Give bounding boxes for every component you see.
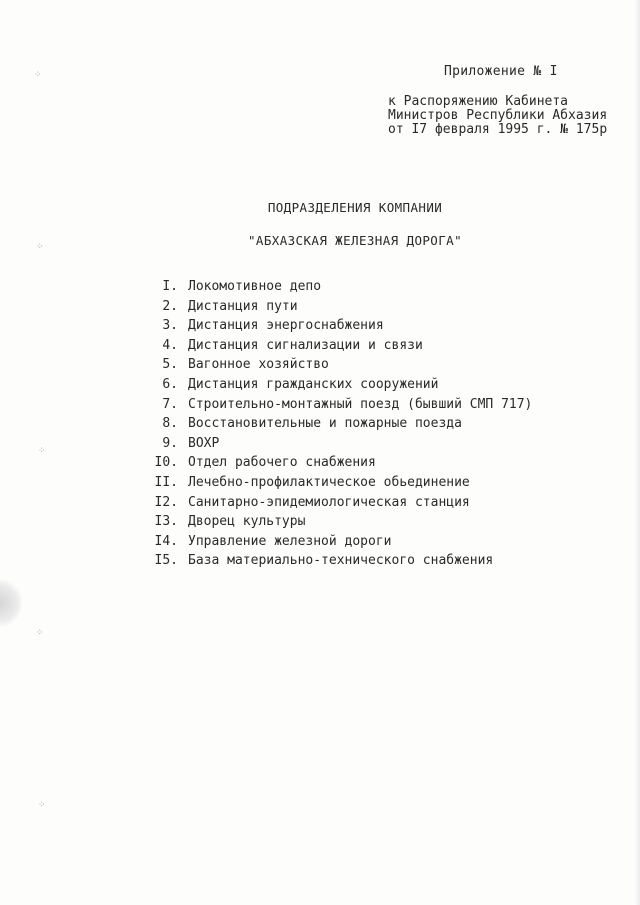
list-item-text: Дворец культуры bbox=[188, 514, 306, 530]
binding-mark: ⁘ bbox=[34, 70, 42, 80]
list-item-number: I5. bbox=[154, 553, 178, 569]
binding-mark: ⁘ bbox=[38, 800, 46, 810]
list-item-text: Лечебно-профилактическое обьединение bbox=[188, 474, 470, 490]
list-item-number: 7. bbox=[162, 396, 178, 412]
binding-mark: ⁘ bbox=[38, 446, 46, 456]
list-item-number: I2. bbox=[154, 494, 178, 510]
list-item bbox=[130, 414, 462, 434]
list-item bbox=[130, 375, 439, 395]
list-item bbox=[130, 512, 306, 532]
list-item-number: 9. bbox=[162, 435, 178, 451]
list-item-number: I. bbox=[162, 279, 178, 294]
list-item bbox=[130, 434, 220, 454]
list-item bbox=[130, 395, 533, 415]
company-name: "АБХАЗСКАЯ ЖЕЛЕЗНАЯ ДОРОГА" bbox=[248, 233, 462, 248]
list-item bbox=[130, 493, 470, 513]
list-item-text: Восстановительные и пожарные поезда bbox=[188, 416, 462, 432]
list-item bbox=[130, 316, 384, 336]
list-item-number: 2. bbox=[162, 298, 178, 314]
list-item-text: Управление железной дороги bbox=[188, 533, 392, 549]
list-item-text: Дистанция пути bbox=[188, 298, 298, 314]
list-item-text: ВОХР bbox=[188, 435, 220, 451]
list-item-number: I0. bbox=[154, 455, 178, 471]
list-item bbox=[130, 297, 298, 317]
document-heading: ПОДРАЗДЕЛЕНИЯ КОМПАНИИ bbox=[267, 200, 443, 215]
appendix-line: Министров Республики Абхазия bbox=[388, 108, 608, 123]
list-item bbox=[130, 532, 392, 552]
appendix-title: Приложение № I bbox=[444, 64, 558, 79]
list-item-text: Вагонное хозяйство bbox=[188, 357, 329, 373]
appendix-line: от I7 февраля 1995 г. № 175р bbox=[388, 122, 608, 137]
list-item-text: Дистанция сигнализации и связи bbox=[188, 337, 423, 353]
list-item-text: Санитарно-эпидемиологическая станция bbox=[188, 494, 470, 510]
appendix-line: к Распоряжению Кабинета bbox=[388, 94, 569, 109]
list-item-text: Дистанция энергоснабжения bbox=[188, 318, 384, 334]
binding-mark: ⁘ bbox=[36, 242, 44, 252]
list-item-text: Дистанция гражданских сооружений bbox=[188, 376, 439, 392]
list-item bbox=[130, 551, 494, 571]
list-item bbox=[130, 453, 376, 473]
scan-edge-shadow bbox=[634, 0, 640, 905]
list-item bbox=[130, 355, 329, 375]
appendix-reference bbox=[388, 95, 607, 137]
list-item-number: 8. bbox=[162, 416, 178, 432]
scan-smudge bbox=[0, 580, 22, 626]
list-item-number: I4. bbox=[154, 533, 178, 549]
list-item bbox=[130, 336, 423, 356]
list-item-text: Локомотивное депо bbox=[188, 279, 322, 294]
list-item bbox=[130, 473, 470, 493]
list-item-text: Отдел рабочего снабжения bbox=[188, 455, 376, 471]
list-item-number: I3. bbox=[154, 514, 178, 530]
list-item-number: II. bbox=[154, 474, 178, 490]
list-item-number: 4. bbox=[162, 337, 178, 353]
binding-mark: ⁘ bbox=[36, 628, 44, 638]
list-item-number: 6. bbox=[162, 376, 178, 392]
list-item-number: 5. bbox=[162, 357, 178, 373]
subdivision-list bbox=[130, 277, 533, 571]
list-item-number: 3. bbox=[162, 318, 178, 334]
list-item-text: База материально-технического снабжения bbox=[188, 553, 494, 569]
list-item bbox=[130, 277, 322, 297]
list-item-text: Строительно-монтажный поезд (бывший СМП 717) bbox=[188, 396, 533, 412]
